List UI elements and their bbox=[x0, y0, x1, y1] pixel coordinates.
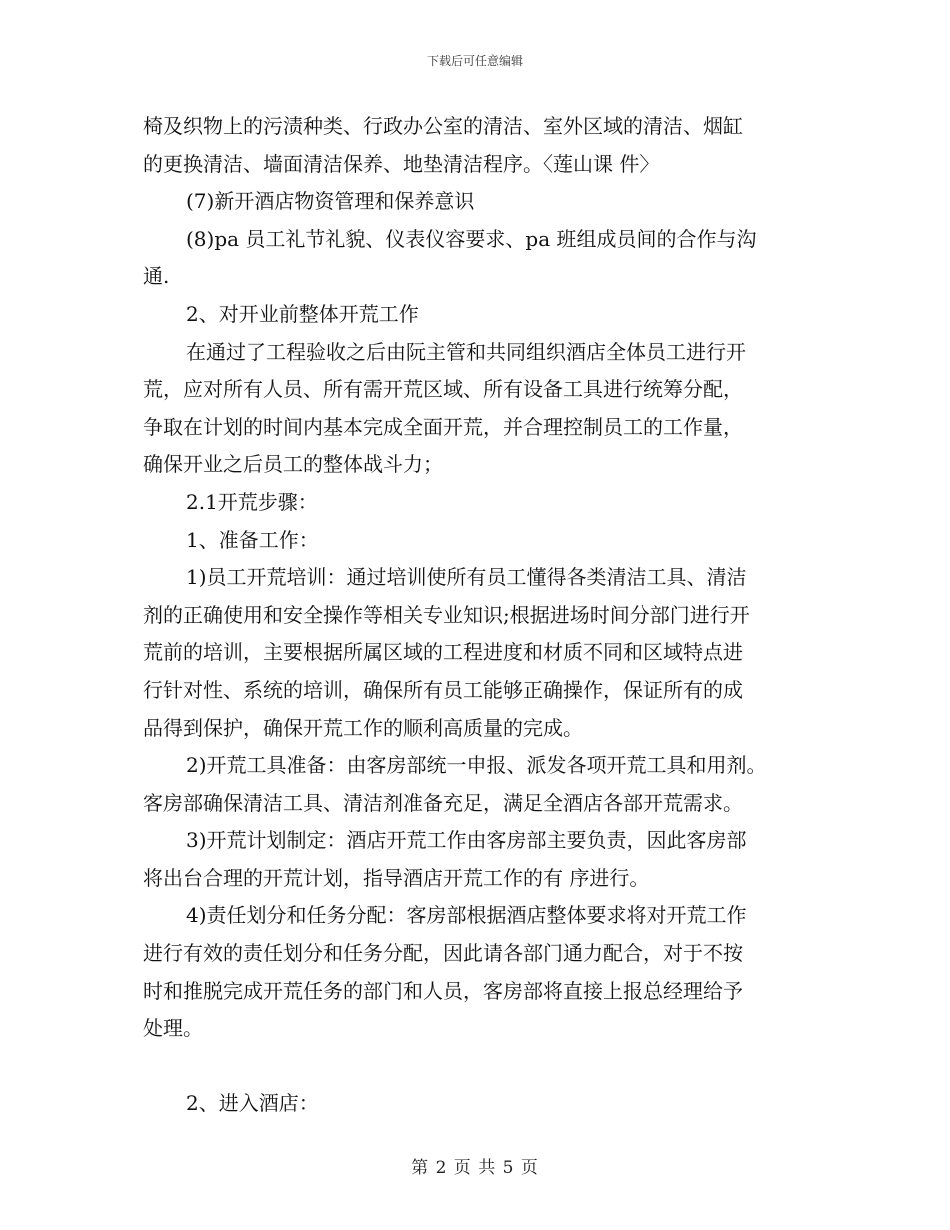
text-line: 1、准备工作： bbox=[186, 527, 319, 552]
text-line: 2)开荒工具准备：由客房部统一申报、派发各项开荒工具和用剂。 bbox=[186, 753, 767, 778]
text-line: 行针对性、系统的培训，确保所有员工能够正确操作，保证所有的成 bbox=[143, 677, 743, 702]
text-line: 在通过了工程验收之后由阮主管和共同组织酒店全体员工进行开 bbox=[186, 339, 746, 364]
text-line: 确保开业之后员工的整体战斗力； bbox=[143, 452, 443, 477]
text-line: 2、对开业前整体开荒工作 bbox=[186, 301, 419, 326]
text-line: 处理。 bbox=[143, 1016, 203, 1041]
text-line: 2、进入酒店： bbox=[186, 1091, 319, 1116]
text-line: 时和推脱完成开荒任务的部门和人员，客房部将直接上报总经理给予 bbox=[143, 978, 743, 1003]
text-line: 的更换清洁、墙面清洁保养、地垫清洁程序。〈莲山课 件〉 bbox=[143, 151, 660, 176]
text-line: 4)责任划分和任务分配：客房部根据酒店整体要求将对开荒工作 bbox=[186, 903, 747, 928]
text-line: 2.1开荒步骤： bbox=[186, 489, 318, 514]
page-footer: 第 2 页 共 5 页 bbox=[411, 1158, 539, 1178]
text-line: 客房部确保清洁工具、清洁剂准备充足，满足全酒店各部开荒需求。 bbox=[143, 790, 743, 815]
text-line: (7)新开酒店物资管理和保养意识 bbox=[186, 189, 475, 214]
text-line: 通. bbox=[143, 264, 170, 289]
page-header: 下载后可任意编辑 bbox=[426, 54, 523, 68]
text-line: (8)pa 员工礼节礼貌、仪表仪容要求、pa 班组成员间的合作与沟 bbox=[186, 226, 757, 251]
text-line: 荒前的培训，主要根据所属区域的工程进度和材质不同和区域特点进 bbox=[143, 640, 743, 665]
text-line: 将出台合理的开荒计划，指导酒店开荒工作的有 序进行。 bbox=[143, 865, 650, 890]
text-line: 争取在计划的时间内基本完成全面开荒，并合理控制员工的工作量， bbox=[143, 414, 743, 439]
text-line bbox=[143, 1048, 813, 1086]
text-line: 1)员工开荒培训：通过培训使所有员工懂得各类清洁工具、清洁 bbox=[186, 565, 747, 590]
text-line: 品得到保护，确保开荒工作的顺利高质量的完成。 bbox=[143, 715, 583, 740]
document-body bbox=[143, 108, 813, 1123]
text-line: 进行有效的责任划分和任务分配，因此请各部门通力配合，对于不按 bbox=[143, 941, 743, 966]
text-line: 荒，应对所有人员、所有需开荒区域、所有设备工具进行统筹分配， bbox=[143, 377, 743, 402]
text-line: 椅及织物上的污渍种类、行政办公室的清洁、室外区域的清洁、烟缸 bbox=[143, 114, 743, 138]
text-line: 剂的正确使用和安全操作等相关专业知识;根据进场时间分部门进行开 bbox=[143, 602, 750, 627]
text-line: 3)开荒计划制定：酒店开荒工作由客房部主要负责，因此客房部 bbox=[186, 828, 747, 853]
